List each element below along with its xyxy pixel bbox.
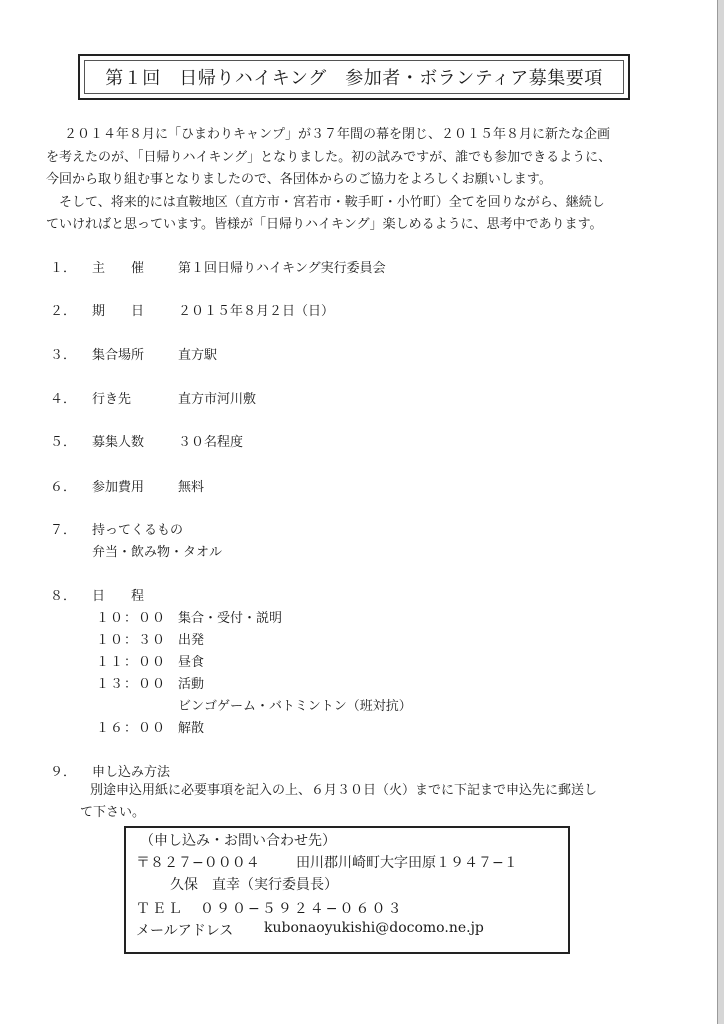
item-value: ２０１５年８月２日（日） — [178, 304, 335, 319]
schedule-text: 集合・受付・説明 — [178, 611, 283, 626]
schedule-time: １０：００ — [96, 611, 167, 626]
application-line: て下さい。 — [80, 805, 146, 820]
schedule-time: １６：００ — [96, 721, 167, 736]
item-label: 主 催 — [92, 261, 145, 276]
contact-email-label: メールアドレス — [136, 923, 234, 939]
schedule-text: ビンゴゲーム・バトミントン（班対抗） — [178, 699, 412, 714]
title-box — [78, 54, 630, 100]
schedule-time: １３：００ — [96, 677, 167, 692]
intro-line: を考えたのが、「日帰りハイキング」となりました。初の試みですが、誰でも参加できるように、 — [46, 149, 612, 165]
item-number: ６． — [50, 480, 77, 495]
contact-phone: ＴＥＬ ０９０−５９２４−０６０３ — [136, 901, 404, 917]
item-label: 参加費用 — [92, 480, 145, 495]
schedule-time: １０：３０ — [96, 633, 167, 648]
schedule-time: １１：００ — [96, 655, 167, 670]
item-value: 第１回日帰りハイキング実行委員会 — [178, 261, 386, 276]
item-number: ７． — [50, 523, 77, 538]
item-number: ５． — [50, 435, 77, 450]
schedule-text: 出発 — [178, 633, 205, 648]
intro-paragraph — [46, 124, 676, 237]
intro-line: ていければと思っています。皆様が「日帰りハイキング」楽しめるように、思考中であります。 — [46, 217, 603, 232]
item-label: 申し込み方法 — [92, 765, 171, 780]
contact-postal-code: 〒８２７−０００４ — [136, 855, 260, 871]
item-label: 日 程 — [92, 589, 145, 604]
schedule-text: 昼食 — [178, 655, 205, 670]
contact-address: 田川郡川崎町大字田原１９４７−１ — [296, 855, 518, 871]
item-value: 直方市河川敷 — [178, 392, 257, 407]
item-value: 無料 — [178, 480, 205, 495]
item-value: ３０名程度 — [178, 435, 244, 450]
item-label: 期 日 — [92, 304, 145, 319]
application-line: 別途申込用紙に必要事項を記入の上、６月３０日（火）までに下記まで申込先に郵送し — [90, 783, 598, 798]
contact-name: 久保 直幸（実行委員長） — [170, 877, 338, 893]
item-label: 集合場所 — [92, 348, 145, 363]
item-number: ３． — [50, 348, 77, 363]
application-instructions — [80, 780, 680, 824]
contact-box — [124, 826, 570, 954]
intro-line: 今回から取り組む事となりましたので、各団体からのご協力をよろしくお願いします。 — [46, 172, 552, 187]
intro-line: そして、将来的には直鞍地区（直方市・宮若市・鞍手町・小竹町）全てを回りながら、継続し — [46, 194, 605, 210]
schedule-text: 活動 — [178, 677, 205, 692]
contact-heading: （申し込み・お問い合わせ先） — [140, 833, 336, 849]
intro-line: ２０１４年８月に「ひまわりキャンプ」が３７年間の幕を閉じ、２０１５年８月に新たな企画 — [64, 127, 611, 142]
item-number: ９． — [50, 765, 77, 780]
item-value: 弁当・飲み物・タオル — [92, 545, 223, 560]
item-number: ４． — [50, 392, 77, 407]
schedule-text: 解散 — [178, 721, 205, 736]
page-title: 第１回 日帰りハイキング 参加者・ボランティア募集要項 — [84, 60, 624, 94]
item-label: 持ってくるもの — [92, 523, 184, 538]
item-number: １． — [50, 261, 77, 276]
page-edge — [718, 0, 724, 1024]
contact-email: kubonaoyukishi@docomo.ne.jp — [264, 920, 484, 936]
item-label: 行き先 — [92, 392, 132, 407]
item-number: ２． — [50, 304, 77, 319]
item-label: 募集人数 — [92, 435, 145, 450]
item-value: 直方駅 — [178, 348, 218, 363]
item-number: ８． — [50, 589, 77, 604]
